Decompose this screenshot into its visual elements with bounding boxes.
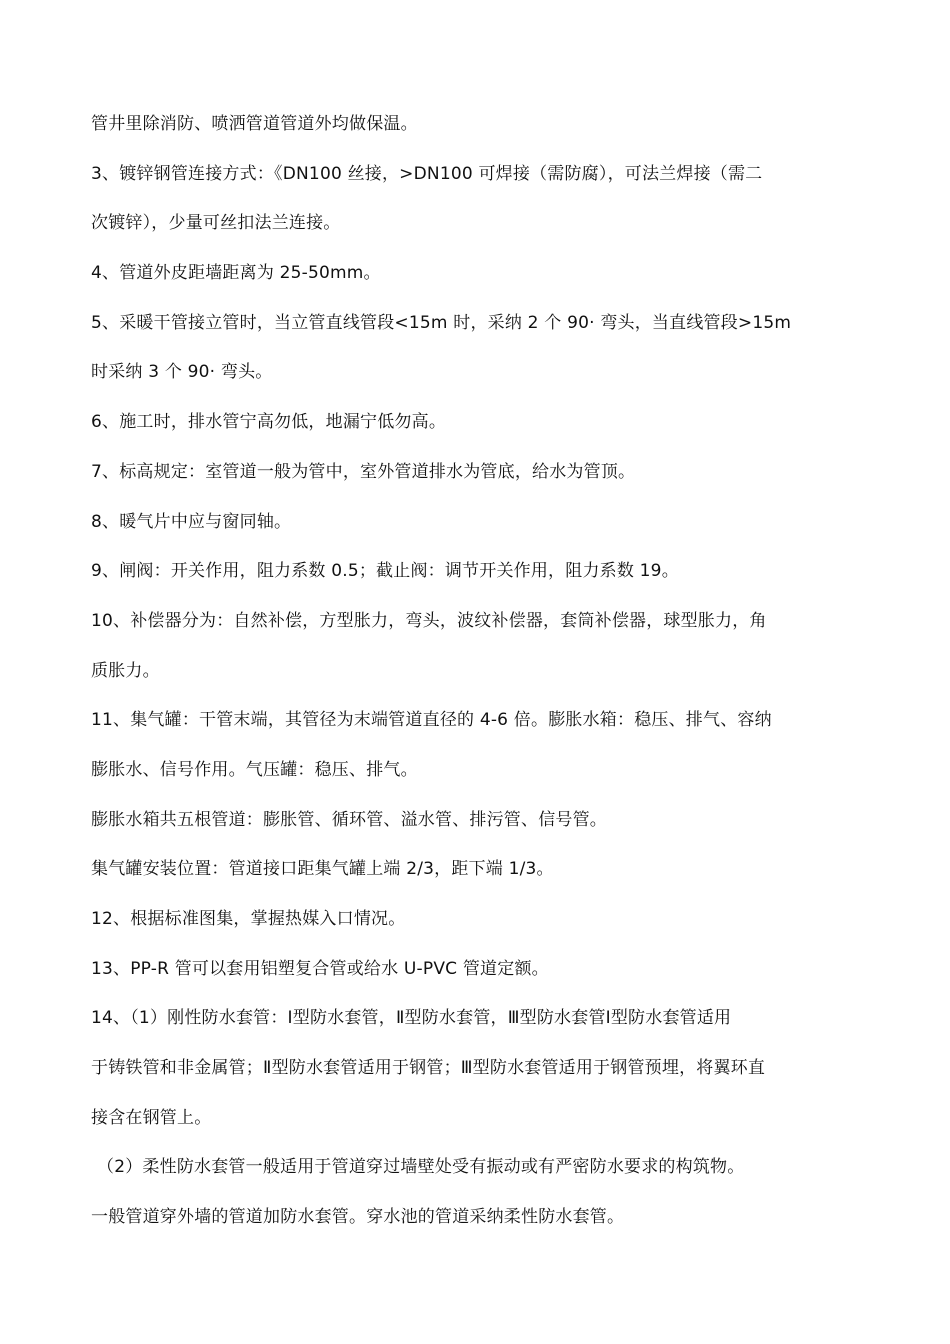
text-line: 6、施工时，排水管宁高勿低，地漏宁低勿高。 [91, 412, 447, 433]
text-line: 13、PP-R 管可以套用铝塑复合管或给水 U-PVC 管道定额。 [91, 958, 549, 979]
text-line: 9、闸阀：开关作用，阻力系数 0.5；截止阀：调节开关作用，阻力系数 19。 [91, 561, 679, 582]
text-line: 于铸铁管和非金属管；Ⅱ型防水套管适用于钢管；Ⅲ型防水套管适用于钢管预埋，将翼环直 [91, 1058, 766, 1079]
text-line: 5、采暖干管接立管时，当立管直线管段<15m 时，采纳 2 个 90· 弯头，当直线管段>15m [91, 312, 792, 333]
text-line: 8、暖气片中应与窗同轴。 [91, 511, 292, 532]
text-line: 接含在钢管上。 [91, 1107, 212, 1128]
text-line: 10、补偿器分为：自然补偿，方型胀力，弯头，波纹补偿器，套筒补偿器，球型胀力，角 [91, 610, 767, 631]
text-line: 一般管道穿外墙的管道加防水套管。穿水池的管道采纳柔性防水套管。 [91, 1207, 625, 1228]
text-line: 质胀力。 [91, 660, 160, 681]
text-line: （2）柔性防水套管一般适用于管道穿过墙壁处受有振动或有严密防水要求的构筑物。 [97, 1157, 745, 1178]
text-line: 7、标高规定：室管道一般为管中，室外管道排水为管底，给水为管顶。 [91, 461, 636, 482]
text-line: 12、根据标准图集，掌握热媒入口情况。 [91, 909, 406, 929]
text-line: 膨胀水箱共五根管道：膨胀管、循环管、溢水管、排污管、信号管。 [91, 809, 607, 830]
text-line: 集气罐安装位置：管道接口距集气罐上端 2/3，距下端 1/3。 [91, 859, 554, 880]
text-line: 膨胀水、信号作用。气压罐：稳压、排气。 [91, 759, 418, 780]
text-line: 11、集气罐：干管末端，其管径为末端管道直径的 4-6 倍。膨胀水箱：稳压、排气、容纳 [91, 710, 772, 731]
document-body [91, 108, 863, 1251]
text-line: 3、镀锌钢管连接方式：《DN100 丝接，>DN100 可焊接（需防腐），可法兰焊接（需二 [91, 163, 763, 184]
text-line: 4、管道外皮距墙距离为 25-50mm。 [91, 263, 381, 284]
text-line: 管井里除消防、喷洒管道管道外均做保温。 [91, 114, 418, 134]
text-line: 时采纳 3 个 90· 弯头。 [91, 362, 273, 383]
text-line: 14、（1）刚性防水套管：Ⅰ型防水套管，Ⅱ型防水套管，Ⅲ型防水套管Ⅰ型防水套管适用 [91, 1008, 732, 1029]
text-line: 次镀锌），少量可丝扣法兰连接。 [91, 213, 341, 234]
